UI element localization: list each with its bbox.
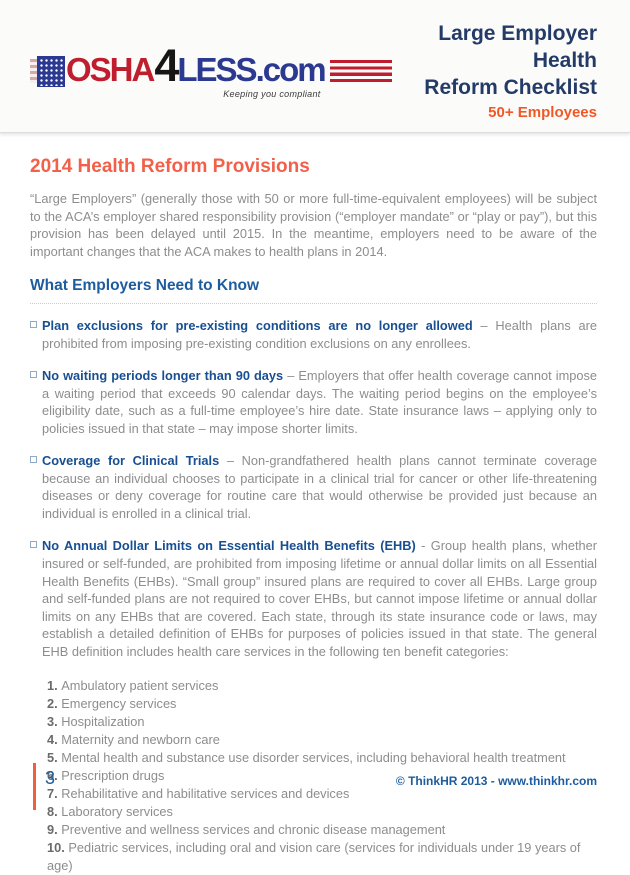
document-title-line2: Reform Checklist (424, 75, 597, 99)
ehb-category-item: Laboratory services (61, 804, 173, 820)
document-subtitle: 50+ Employees (488, 103, 597, 121)
ehb-category-item: Ambulatory patient services (61, 678, 219, 694)
ehb-category-item: Rehabilitative and habilitative services and devices (61, 786, 350, 802)
logo-osha-text: OSHA (66, 51, 154, 88)
logo-wordmark (66, 40, 325, 99)
website-link[interactable]: www.thinkhr.com (498, 774, 597, 788)
ehb-category-item: Prescription drugs (61, 768, 165, 784)
ehb-category-item: Mental health and substance use disorder services, including behavioral health treatment (61, 750, 566, 766)
ehb-category-item: Preventive and wellness services and chronic disease management (61, 822, 446, 838)
flag-stars-icon (37, 56, 65, 87)
checklist (30, 317, 597, 660)
page-footer (0, 763, 630, 810)
checklist-item-title: Plan exclusions for pre-existing conditions are no longer allowed (42, 318, 473, 334)
checkbox-icon (30, 321, 37, 328)
copyright-text: © ThinkHR 2013 - (395, 774, 499, 788)
flag-stripes-right-icon (330, 60, 392, 82)
checklist-item: Plan exclusions for pre-existing conditions are no longer allowed – Health plans are prohibited from imposing pre-existing condition exclusions on any enrollees. (30, 317, 597, 352)
checklist-item-text: Health plans are prohibited from imposing pre-existing condition exclusions on any enrollees. (42, 318, 597, 351)
checklist-item-title: No Annual Dollar Limits on Essential Health Benefits (EHB) (42, 538, 416, 554)
copyright (396, 774, 597, 788)
checkbox-icon (30, 541, 37, 548)
page-number: 3 (45, 768, 56, 788)
checklist-item: No Annual Dollar Limits on Essential Health Benefits (EHB) - Group health plans, whether insured or self-funded, are prohibited from imposing lifetime or annual dollar limits on all Essential Health Benefits (EHBs). “Small group” insured plans are required to cover all EHBs. Large group and self-funded plans are not required to cover EHBs, but cannot impose lifetime or annual dollar limits on any EHBs that are covered. Each state, through its state insurance code or laws, may establish a detailed definition of EHBs for purposes of policies issued in that state. The general EHB definition includes health care services in the following ten benefit categories: (30, 537, 597, 660)
ehb-category-item: Hospitalization (61, 714, 145, 730)
checklist-item: Coverage for Clinical Trials – Non-grandfathered health plans cannot terminate coverage because an individual chooses to participate in a clinical trial for cancer or other life-threatening diseases or deny coverage for routine care that would otherwise be provided just because an individual is enrolled in a clinical trial. (30, 452, 597, 522)
logo-four-text: 4 (154, 40, 178, 91)
checkbox-icon (30, 456, 37, 463)
checklist-item-text: Non-grandfathered health plans cannot terminate coverage because an individual chooses to participate in a clinical trial for cancer or other life-threatening diseases or deny coverage for routine care that would otherwise be provided just because an individual is enrolled in a clinical trial. (42, 453, 598, 521)
section-title: 2014 Health Reform Provisions (30, 156, 310, 177)
document-title (392, 21, 597, 102)
checklist-item-title: Coverage for Clinical Trials (42, 453, 220, 469)
checklist-item-text: Group health plans, whether insured or self-funded, are prohibited from imposing lifetime or annual dollar limits on all Essential Health Benefits (EHBs). “Small group” insured plans are required to cover all EHBs. Large group and self-funded plans are not required to cover EHBs, but cannot impose lifetime or annual dollar limits on any EHBs that are covered. Each state, through its state insurance code or laws, may establish a detailed definition of EHBs for purposes of policies issued in that state. The general EHB definition includes health care services in the following ten benefit categories: (42, 538, 598, 659)
document-title-block (392, 21, 597, 121)
checklist-item-title: No waiting periods longer than 90 days (42, 368, 284, 384)
ehb-category-item: Pediatric services, including oral and vision care (services for individuals under 19 years of age) (47, 840, 581, 874)
subsection-title: What Employers Need to Know (30, 277, 597, 304)
page-header (0, 0, 630, 133)
intro-paragraph: “Large Employers” (generally those with 50 or more full-time-equivalent employees) will be subject to the ACA’s employer shared responsibility provision (“employer mandate” or “play or pay”), but this provision has been delayed until 2015. In the meantime, employers need to be aware of the important changes that the ACA makes to health plans in 2014. (30, 191, 597, 259)
ehb-category-item: Maternity and newborn care (61, 732, 220, 748)
checklist-item-text: Employers that offer health coverage cannot impose a waiting period that exceeds 90 calendar days. The waiting period begins on the employee’s eligibility date, such as a full-time employee’s hire date. State insurance laws – applying only to policies issued in that state – may impose shorter limits. (42, 368, 597, 436)
document-title-line1: Large Employer Health (438, 22, 597, 73)
checkbox-icon (30, 371, 37, 378)
logo-words (66, 40, 325, 91)
checklist-item: No waiting periods longer than 90 days – Employers that offer health coverage cannot impose a waiting period that exceeds 90 calendar days. The waiting period begins on the employee’s eligibility date, such as a full-time employee’s hire date. State insurance laws – applying only to policies issued in that state – may impose shorter limits. (30, 367, 597, 437)
osha4less-logo (30, 40, 392, 99)
logo-less-text: LESS.com (177, 51, 325, 88)
logo-tagline: Keeping you compliant (223, 89, 321, 99)
footer-accent-bar (33, 763, 36, 810)
ehb-category-item: Emergency services (61, 696, 177, 712)
